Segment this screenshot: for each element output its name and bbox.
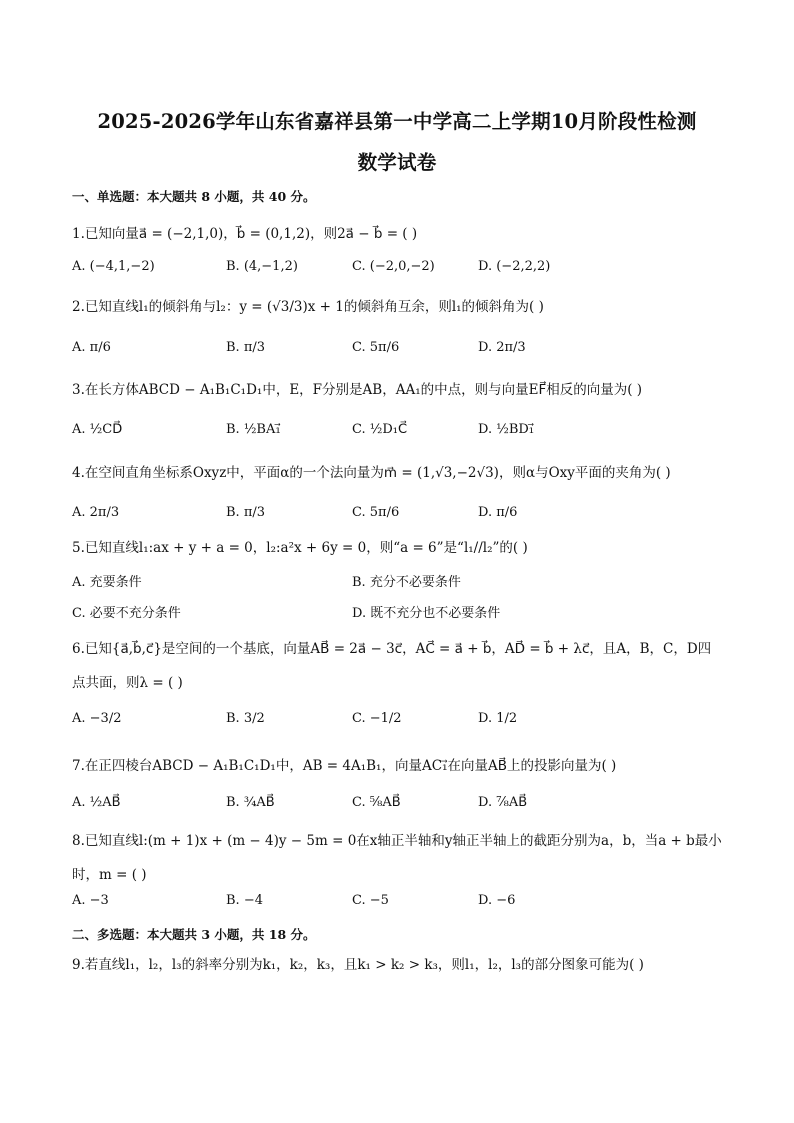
question-7-option-c: C. ⅝AB⃗ [352, 795, 401, 810]
exam-title: 2025-2026学年山东省嘉祥县第一中学高二上学期10月阶段性检测 [97, 110, 697, 133]
question-5-option-c: C. 必要不充分条件 [72, 606, 181, 621]
question-1-option-b: B. (4,−1,2) [226, 259, 298, 274]
question-4-option-b: B. π/3 [226, 505, 266, 520]
question-5: 5.已知直线l₁:ax + y + a = 0，l₂:a²x + 6y = 0，则“a = 6”是“l₁//l₂”的( ) [72, 540, 528, 556]
question-6-option-d: D. 1/2 [478, 711, 518, 726]
question-6: 6.已知{a⃗,b⃗,c⃗}是空间的一个基底，向量AB⃗ = 2a⃗ − 3c⃗，AC⃗ = a⃗ + b⃗，AD⃗ = b⃗ + λc⃗，且A，B，C，D四点共面，则λ = ( ) [72, 641, 712, 691]
section-heading-single-choice: 一、单选题：本大题共 8 小题，共 40 分。 [72, 189, 316, 204]
question-1-option-d: D. (−2,2,2) [478, 259, 551, 274]
question-6-option-a: A. −3/2 [72, 711, 122, 726]
question-7-option-d: D. ⅞AB⃗ [478, 795, 528, 810]
question-3-option-a: A. ½CD⃗ [72, 422, 123, 437]
question-4-option-d: D. π/6 [478, 505, 518, 520]
question-7: 7.在正四棱台ABCD − A₁B₁C₁D₁中，AB = 4A₁B₁，向量AC₁⃗在向量AB⃗上的投影向量为( ) [72, 758, 617, 774]
question-8-option-a: A. −3 [72, 893, 109, 908]
exam-subtitle: 数学试卷 [357, 151, 437, 174]
question-8-option-b: B. −4 [226, 893, 263, 908]
question-3: 3.在长方体ABCD − A₁B₁C₁D₁中，E，F分别是AB，AA₁的中点，则与向量EF⃗相反的向量为( ) [72, 382, 643, 398]
question-7-option-a: A. ½AB⃗ [72, 795, 121, 810]
question-5-option-a: A. 充要条件 [72, 575, 142, 590]
question-4-option-a: A. 2π/3 [72, 505, 120, 520]
question-2: 2.已知直线l₁的倾斜角与l₂：y = (√3/3)x + 1的倾斜角互余，则l₁的倾斜角为( ) [72, 299, 544, 315]
question-3-option-d: D. ½BD₁⃗ [478, 422, 535, 437]
question-7-option-b: B. ¾AB⃗ [226, 795, 275, 810]
question-8-option-d: D. −6 [478, 893, 516, 908]
question-6-option-c: C. −1/2 [352, 711, 402, 726]
question-4: 4.在空间直角坐标系Oxyz中，平面α的一个法向量为m⃗ = (1,√3,−2√3)，则α与Oxy平面的夹角为( ) [72, 465, 671, 481]
question-6-option-b: B. 3/2 [226, 711, 265, 726]
section-heading-multiple-choice: 二、多选题：本大题共 3 小题，共 18 分。 [72, 927, 316, 942]
question-2-option-a: A. π/6 [72, 340, 111, 355]
question-4-option-c: C. 5π/6 [352, 505, 400, 520]
question-2-option-b: B. π/3 [226, 340, 266, 355]
question-2-option-c: C. 5π/6 [352, 340, 400, 355]
question-2-option-d: D. 2π/3 [478, 340, 526, 355]
question-5-option-b: B. 充分不必要条件 [352, 575, 461, 590]
question-9: 9.若直线l₁，l₂，l₃的斜率分别为k₁，k₂，k₃，且k₁ > k₂ > k₃，则l₁，l₂，l₃的部分图象可能为( ) [72, 957, 644, 973]
question-5-option-d: D. 既不充分也不必要条件 [352, 606, 501, 621]
question-1: 1.已知向量a⃗ = (−2,1,0)，b⃗ = (0,1,2)，则2a⃗ − b⃗ = ( ) [72, 226, 418, 242]
question-3-option-c: C. ½D₁C⃗ [352, 422, 408, 437]
question-1-option-c: C. (−2,0,−2) [352, 259, 435, 274]
question-8: 8.已知直线l:(m + 1)x + (m − 4)y − 5m = 0在x轴正半轴和y轴正半轴上的截距分别为a，b，当a + b最小时，m = ( ) [72, 833, 722, 883]
question-1-option-a: A. (−4,1,−2) [72, 259, 155, 274]
question-8-option-c: C. −5 [352, 893, 389, 908]
question-3-option-b: B. ½BA₁⃗ [226, 422, 281, 437]
